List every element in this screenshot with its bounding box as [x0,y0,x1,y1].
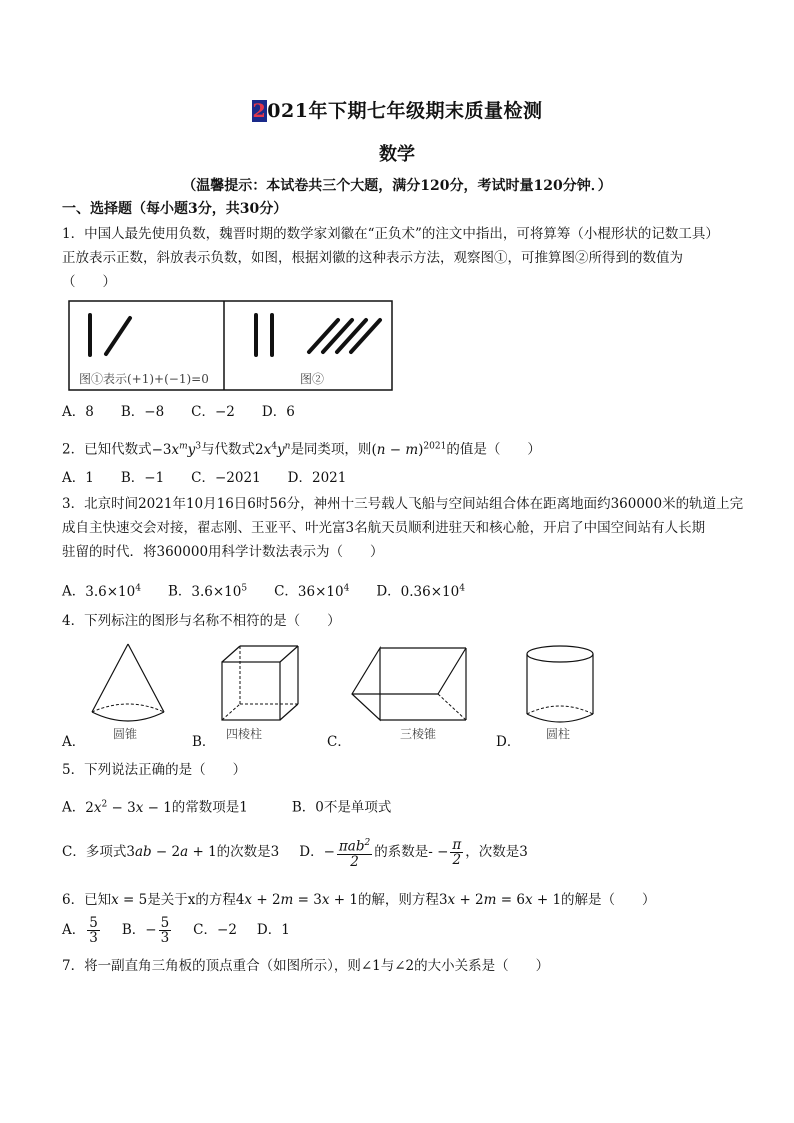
q4-stem: 4．下列标注的图形与名称不相符的是（ ） [62,613,341,629]
q6-expr1: x = 5 [111,892,148,908]
q3-line2: 成自主快速交会对接，翟志刚、王亚平、叶光富3名航天员顺利进驻天和核心舱，开启了中国空间站有人长期 [62,520,706,536]
section-heading: 一、选择题（每小题3分，共30分） [62,201,288,217]
exam-title [0,96,794,123]
q3-opt-c: C． [274,583,298,600]
exam-tip: （温馨提示：本试卷共三个大题，满分120分，考试时量120分钟．） [182,178,612,194]
q2-expr2: $2x^4y^n$ [255,441,291,458]
q4-opt-a: A． [62,734,86,750]
q5-opt-c-expr: 3ab − 2a + 1 [126,843,217,860]
q6-opt-a: A． [62,922,86,938]
exam-subject: 数学 [379,144,415,165]
q5-opt-d-frac: $\frac{\pi ab^2}{2}$ [338,838,371,870]
q6-pre: 6．已知 [62,892,112,908]
title-first-char: 2 [252,100,267,122]
q2-post: 的值是（ ） [446,441,541,458]
q1-options: A．8 B．−8 C．−2 D．6 [62,404,295,420]
q2-expr1: $-3x^my^3$ [151,441,202,458]
q6-expr3: 3x + 2m = 6x + 1 [438,892,562,908]
q5-opt-c-post: 的次数是3 [216,843,280,860]
q3-opt-d-expr: $0.36\times 10^4$ [400,583,465,600]
cone-figure [88,640,168,726]
q6-expr2: 4x + 2m = 3x + 1 [235,892,358,908]
q3-opt-c-expr: $36\times 10^4$ [297,583,350,600]
q4-opt-c: C． [327,734,351,750]
q3-opt-d: D． [376,583,401,600]
cylinder-figure [524,644,596,726]
q6-mid2: 的解，则方程 [357,892,439,908]
q6-mid1: 是关于x的方程 [147,892,236,908]
q1-line3: （ ） [62,274,116,290]
prism-figure [220,644,302,724]
rod-slanted [337,320,366,352]
q2-stem [62,436,541,460]
q6-opt-d: D．1 [256,922,290,938]
q2-options: A．1 B．−1 C．−2021 D．2021 [62,470,347,486]
q3-opt-b-expr: $3.6\times 10^5$ [191,583,248,600]
q5-opt-c: C．多项式 [62,843,127,860]
q4-label-cone: 圆锥 [113,727,138,741]
q1-line2: 正放表示正数，斜放表示负数，如图，根据刘徽的这种表示方法，观察图①，可推算图②所得到的数值为 [62,250,683,266]
q3-opt-a-expr: $3.6\times 10^4$ [85,583,141,600]
q4-label-prism: 四棱柱 [226,727,263,741]
q4-opt-b: B． [192,734,216,750]
q3-line3: 驻留的时代．将360000用科学计数法表示为（ ） [62,544,384,560]
q5-opt-a-post: 的常数项是1 [171,799,248,816]
q5-stem: 5．下列说法正确的是（ ） [62,762,247,778]
q7-stem: 7．将一副直角三角板的顶点重合（如图所示），则∠1与∠2的大小关系是（ ） [62,958,550,974]
q5-opt-d: D． [299,843,324,860]
q5-opt-a: A． [62,799,86,816]
title-rest: 021年下期七年级期末质量检测 [267,100,543,122]
q2-expr3: $(n - m)^{2021}$ [371,441,447,458]
q2-pre: 2．已知代数式 [62,441,152,458]
q5-opt-d-post: ，次数是3 [465,843,528,860]
q4-opt-d: D． [496,734,521,750]
q3-options [62,578,465,602]
rod-slanted [351,320,380,352]
q5-opt-d-mid: 的系数是- [374,843,433,860]
q6-opt-b: B． [121,922,146,938]
q4-label-triangular: 三棱锥 [400,727,437,741]
q5-opt-b: B．0不是单项式 [291,799,392,816]
rod-slanted [323,320,352,352]
q2-mid2: 是同类项，则 [290,441,372,458]
q1-fig1-label: 图①表示(+1)+(−1)=0 [79,372,209,386]
rod-slanted [106,318,130,354]
q3-opt-b: B． [167,583,192,600]
q5-options-ab [62,794,391,818]
triangular-prism-figure [350,644,470,724]
q6-opt-b-frac: $\frac{5}{3}$ [160,915,170,946]
q4-label-cylinder: 圆柱 [546,727,571,741]
q5-options-cd: C．多项式3ab − 2a + 1的次数是3 D．− $\frac{\pi ab^2}{2}$ 的系数是- − $\frac{\pi}{2}$ ，次数是3 [62,836,528,870]
q1-fig2-label: 图② [300,372,325,386]
q6-post: 的解是（ ） [561,892,656,908]
q3-opt-a: A． [62,583,86,600]
q6-stem [62,890,656,910]
q6-opt-c: C．−2 [193,922,237,938]
q2-mid1: 与代数式 [201,441,256,458]
q3-line1: 3．北京时间2021年10月16日6时56分，神州十三号载人飞船与空间站组合体在距离地面约360000米的轨道上完 [62,496,744,512]
q5-opt-a-expr: $2x^2 - 3x - 1$ [85,799,172,816]
q6-opt-a-frac: $\frac{5}{3}$ [89,915,98,946]
q5-opt-d-coef: $\frac{\pi}{2}$ [452,836,462,868]
q6-options: A． $\frac{5}{3}$ B．− $\frac{5}{3}$ C．−2 D．1 [62,915,290,946]
q1-line1: 1．中国人最先使用负数，魏晋时期的数学家刘徽在“正负术”的注文中指出，可将算筹（小棍形状的记数工具） [62,226,719,242]
rod-slanted [309,320,338,352]
